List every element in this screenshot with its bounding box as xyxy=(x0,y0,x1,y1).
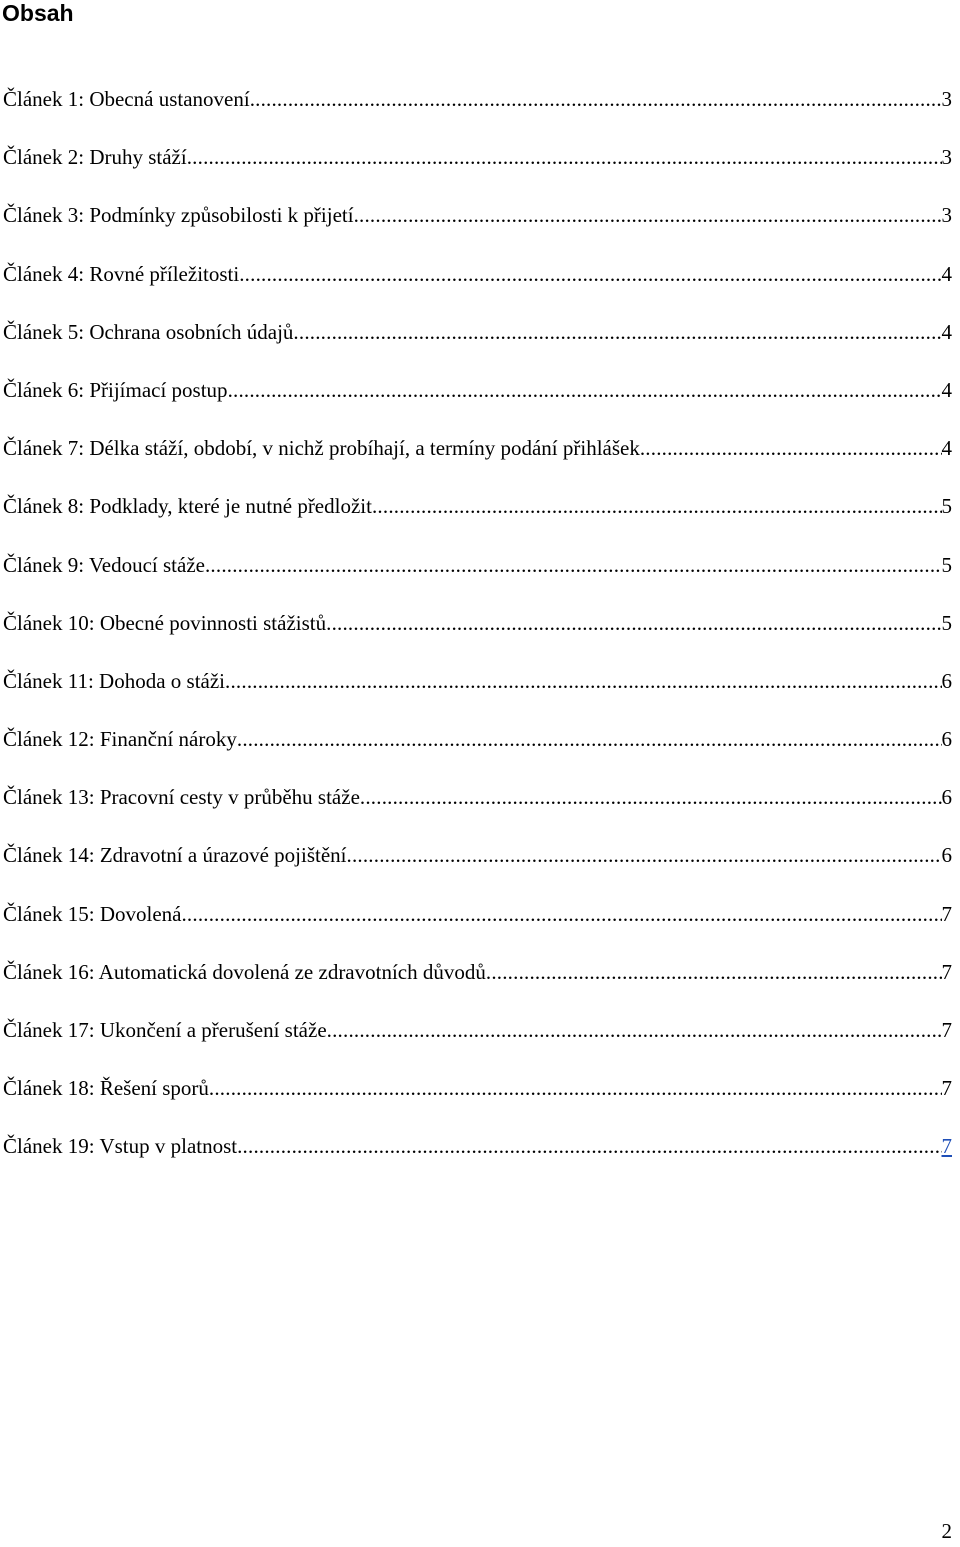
toc-entry-page: 7 xyxy=(941,1076,952,1101)
dot-leader xyxy=(360,783,942,811)
toc-entry-label: Článek 11: Dohoda o stáži xyxy=(3,668,226,693)
toc-entry-label: Článek 6: Přijímací postup xyxy=(3,377,228,402)
toc-entry-page: 4 xyxy=(941,377,952,402)
toc-entry-10[interactable] xyxy=(3,609,952,667)
dot-leader xyxy=(354,201,942,229)
table-of-contents xyxy=(3,85,952,1191)
toc-heading: Obsah xyxy=(2,0,74,26)
toc-entry-page: 6 xyxy=(941,668,952,693)
toc-entry-6[interactable] xyxy=(3,376,952,434)
toc-entry-13[interactable] xyxy=(3,783,952,841)
toc-entry-label: Článek 5: Ochrana osobních údajů xyxy=(3,319,294,344)
dot-leader xyxy=(486,958,942,986)
dot-leader xyxy=(250,85,942,113)
toc-entry-label: Článek 2: Druhy stáží xyxy=(3,145,187,170)
toc-entry-page: 6 xyxy=(941,727,952,752)
dot-leader xyxy=(225,667,941,695)
toc-entry-9[interactable] xyxy=(3,551,952,609)
toc-entry-15[interactable] xyxy=(3,900,952,958)
toc-entry-12[interactable] xyxy=(3,725,952,783)
toc-entry-page-link[interactable]: 7 xyxy=(941,1134,952,1159)
toc-entry-label: Článek 19: Vstup v platnost xyxy=(3,1134,238,1159)
toc-entry-label: Článek 3: Podmínky způsobilosti k přijetí xyxy=(3,203,354,228)
toc-entry-8[interactable] xyxy=(3,492,952,550)
toc-entry-page: 4 xyxy=(941,436,952,461)
toc-entry-page: 6 xyxy=(941,843,952,868)
toc-entry-page: 4 xyxy=(941,261,952,286)
toc-entry-5[interactable] xyxy=(3,318,952,376)
dot-leader xyxy=(181,900,941,928)
toc-entry-page: 3 xyxy=(941,145,952,170)
dot-leader xyxy=(237,725,942,753)
toc-entry-page: 5 xyxy=(941,494,952,519)
toc-entry-label: Článek 10: Obecné povinnosti stážistů xyxy=(3,610,327,635)
toc-entry-label: Článek 12: Finanční nároky xyxy=(3,727,237,752)
dot-leader xyxy=(327,1016,942,1044)
toc-entry-page: 5 xyxy=(941,552,952,577)
toc-entry-label: Článek 7: Délka stáží, období, v nichž probíhají, a termíny podání přihlášek xyxy=(3,436,640,461)
dot-leader xyxy=(293,318,941,346)
toc-entry-label: Článek 4: Rovné příležitosti xyxy=(3,261,240,286)
toc-entry-page: 3 xyxy=(941,87,952,111)
toc-entry-14[interactable] xyxy=(3,841,952,899)
toc-entry-3[interactable] xyxy=(3,201,952,259)
toc-entry-label: Článek 15: Dovolená xyxy=(3,901,182,926)
toc-entry-18[interactable] xyxy=(3,1074,952,1132)
dot-leader xyxy=(205,551,942,579)
toc-entry-page: 7 xyxy=(941,901,952,926)
toc-entry-page: 5 xyxy=(941,610,952,635)
toc-entry-page: 4 xyxy=(941,319,952,344)
toc-entry-page: 6 xyxy=(941,785,952,810)
toc-entry-label: Článek 9: Vedoucí stáže xyxy=(3,552,205,577)
toc-entry-7[interactable] xyxy=(3,434,952,492)
dot-leader xyxy=(372,492,942,520)
toc-entry-4[interactable] xyxy=(3,260,952,318)
dot-leader xyxy=(187,143,942,171)
dot-leader xyxy=(228,376,942,404)
toc-entry-19[interactable] xyxy=(3,1132,952,1190)
toc-entry-label: Článek 13: Pracovní cesty v průběhu stáže xyxy=(3,785,360,810)
dot-leader xyxy=(237,1132,941,1160)
toc-entry-page: 7 xyxy=(941,959,952,984)
toc-entry-label: Článek 16: Automatická dovolená ze zdravotních důvodů xyxy=(3,959,486,984)
page-number: 2 xyxy=(941,1519,952,1543)
toc-entry-page: 7 xyxy=(941,1018,952,1042)
toc-entry-label: Článek 14: Zdravotní a úrazové pojištění xyxy=(3,843,347,868)
toc-entry-label: Článek 18: Řešení sporů xyxy=(3,1076,209,1101)
dot-leader xyxy=(640,434,942,462)
toc-entry-label: Článek 17: Ukončení a přerušení stáže xyxy=(3,1018,327,1042)
toc-entry-label: Článek 8: Podklady, které je nutné předložit xyxy=(3,494,372,519)
toc-entry-2[interactable] xyxy=(3,143,952,201)
toc-entry-page: 3 xyxy=(941,203,952,228)
toc-entry-16[interactable] xyxy=(3,958,952,1016)
toc-entry-1[interactable] xyxy=(3,85,952,143)
toc-entry-17[interactable] xyxy=(3,1016,952,1074)
toc-entry-label: Článek 1: Obecná ustanovení xyxy=(3,87,250,111)
dot-leader xyxy=(347,841,942,869)
dot-leader xyxy=(209,1074,942,1102)
toc-entry-11[interactable] xyxy=(3,667,952,725)
dot-leader xyxy=(326,609,941,637)
dot-leader xyxy=(239,260,941,288)
